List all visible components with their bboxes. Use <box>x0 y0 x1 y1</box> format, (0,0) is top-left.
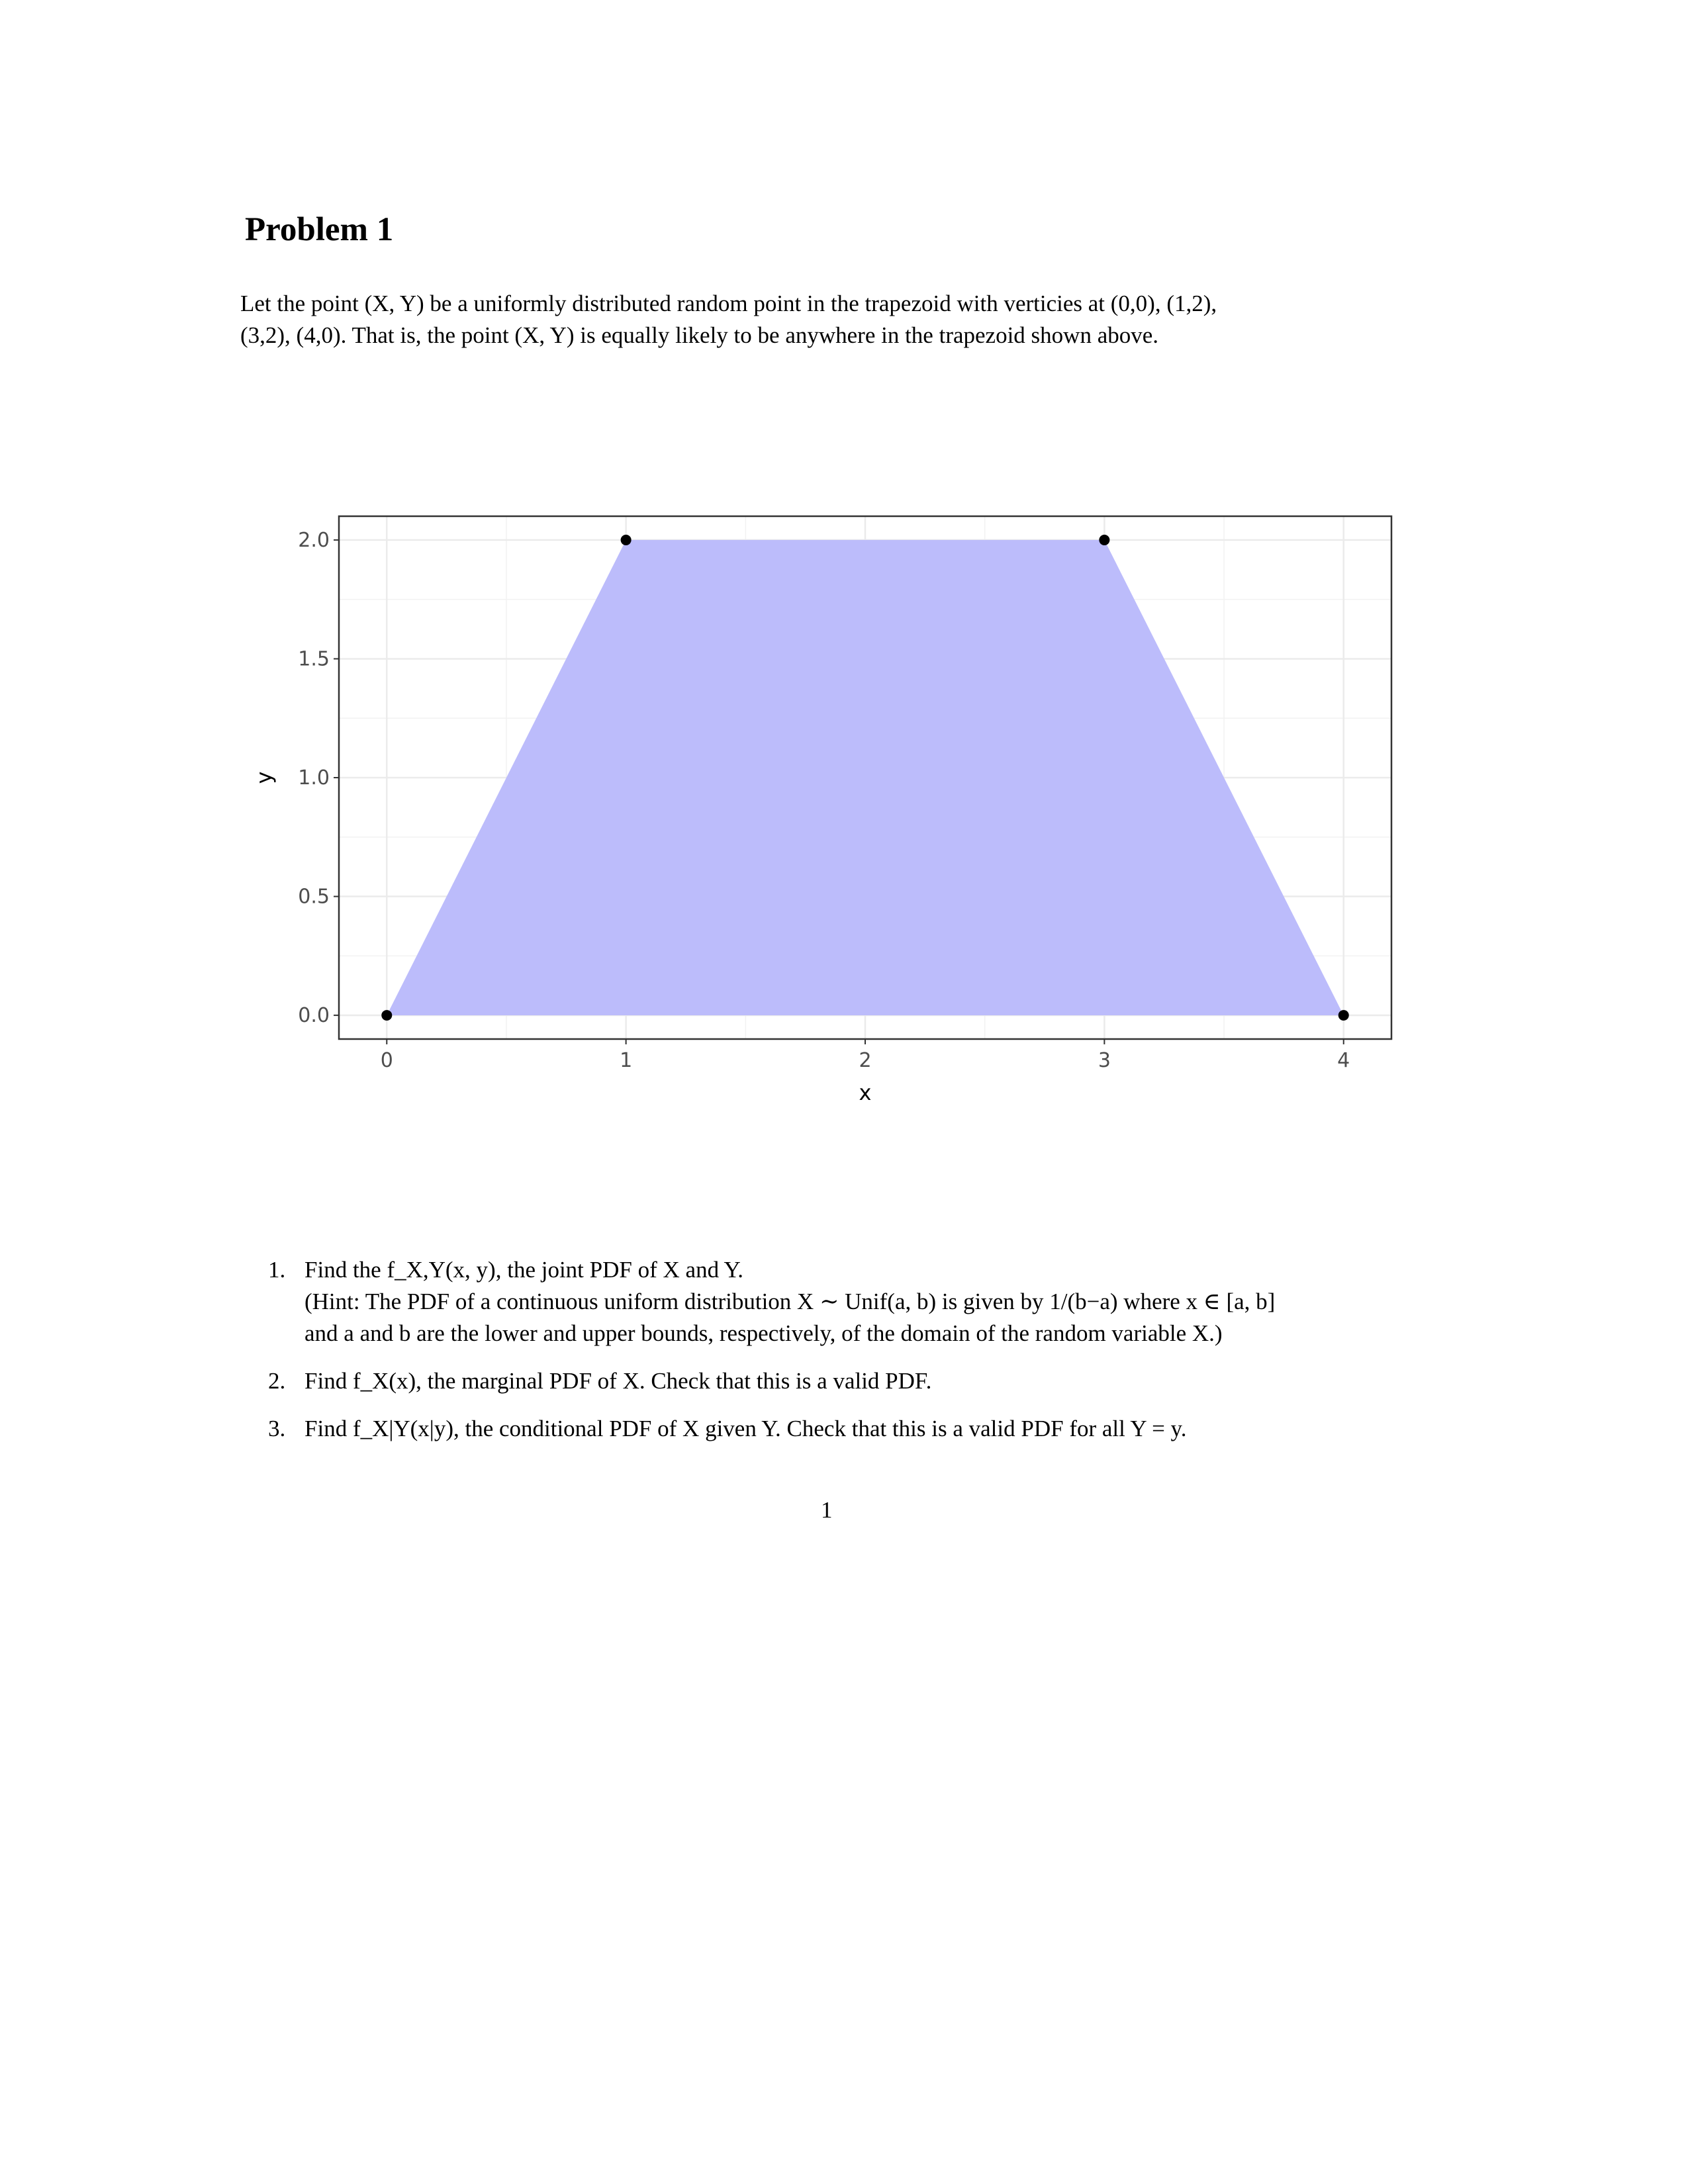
x-tick-label: 4 <box>1337 1049 1350 1072</box>
problem-heading: Problem 1 <box>245 211 394 248</box>
x-tick-label: 2 <box>859 1049 872 1072</box>
question-2-text: Find f_X(x), the marginal PDF of X. Check that this is a valid PDF. <box>305 1368 932 1394</box>
y-tick-label: 1.0 <box>298 766 330 790</box>
question-1-text: Find the f_X,Y(x, y), the joint PDF of X and Y. <box>305 1257 744 1283</box>
y-axis-title: y <box>252 771 277 784</box>
statement-line-1: Let the point (X, Y) be a uniformly distributed random point in the trapezoid with verticies at (0,0), (1,2), <box>240 291 1217 316</box>
question-list <box>268 1254 1433 1461</box>
y-tick-label: 1.5 <box>298 647 330 671</box>
x-tick-label: 1 <box>620 1049 633 1072</box>
y-tick-label: 0.5 <box>298 885 330 909</box>
trapezoid-chart <box>252 503 1417 1118</box>
question-3 <box>268 1413 1433 1445</box>
x-axis-title: x <box>859 1080 872 1105</box>
question-1-number: 1. <box>268 1257 286 1283</box>
y-tick-label: 2.0 <box>298 528 330 552</box>
question-3-number: 3. <box>268 1416 286 1441</box>
problem-statement <box>240 288 1419 351</box>
vertex-point-3 <box>1338 1010 1349 1021</box>
vertex-point-2 <box>1099 535 1109 545</box>
question-2 <box>268 1365 1433 1397</box>
vertex-point-0 <box>381 1010 392 1021</box>
question-1-hint-line-1: (Hint: The PDF of a continuous uniform distribution X ∼ Unif(a, b) is given by 1/(b−a) where x ∈ [a, b] <box>305 1289 1276 1314</box>
question-3-text: Find f_X|Y(x|y), the conditional PDF of X given Y. Check that this is a valid PDF for all Y = y. <box>305 1416 1187 1441</box>
x-tick-label: 0 <box>380 1049 393 1072</box>
question-1-hint-line-2: and a and b are the lower and upper bounds, respectively, of the domain of the random variable X.) <box>305 1320 1223 1346</box>
question-2-number: 2. <box>268 1368 286 1394</box>
question-1 <box>268 1254 1433 1349</box>
statement-line-2: (3,2), (4,0). That is, the point (X, Y) is equally likely to be anywhere in the trapezoid shown above. <box>240 322 1159 348</box>
x-tick-label: 3 <box>1098 1049 1111 1072</box>
vertex-point-1 <box>621 535 632 545</box>
y-tick-label: 0.0 <box>298 1004 330 1028</box>
page-number: 1 <box>821 1497 833 1523</box>
